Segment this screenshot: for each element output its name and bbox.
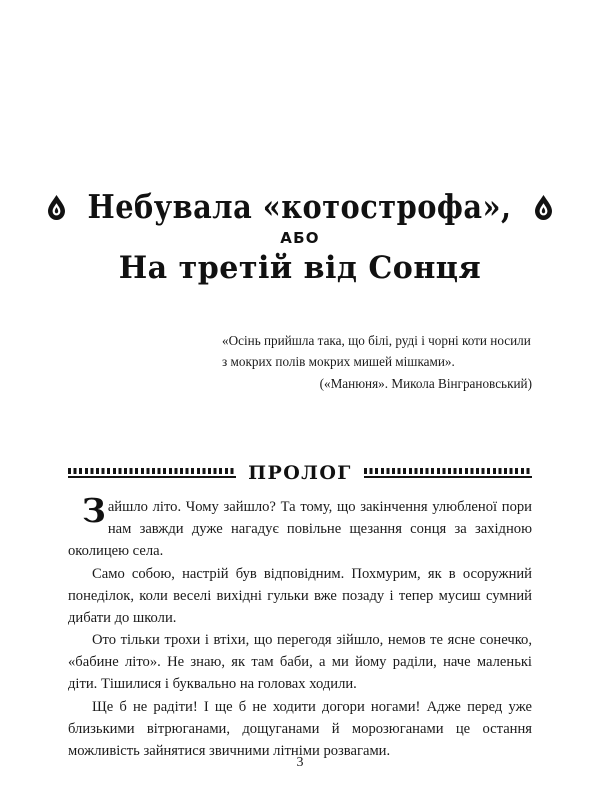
drop-cap: З xyxy=(82,491,106,530)
chapter-title-primary-line xyxy=(0,187,600,226)
paragraph-1 xyxy=(68,491,532,563)
page-number: 3 xyxy=(296,755,304,770)
paragraph-2: Само собою, настрій був відповідним. Похмурим, як в осоружний понеділок, коли веселі вихідні гульки вже позаду і тепер мусиш сумний дибати до школи. xyxy=(68,565,532,626)
chapter-title-connector: АБО xyxy=(280,228,320,247)
paragraph-3: Ото тільки трохи і втіхи, що перегодя зійшло, немов те ясне сонечко, «бабине літо». Не знаю, як там баби, а ми йому раділи, наче маленькі діти. Тішилися і буквально на головах ходили. xyxy=(68,632,532,693)
paragraph-1-text: айшло літо. Чому зайшло? Та тому, що закінчення улюбленої пори нам завжди дуже нагадує повільне щезання сонця за західною околицею села. xyxy=(68,499,532,560)
epigraph-line-1: «Осінь прийшла така, що білі, руді і чорні коти xyxy=(222,333,487,348)
epigraph-source: («Манюня». Микола Вінграновський) xyxy=(319,375,532,391)
bead-row-left xyxy=(68,468,236,474)
chapter-title-secondary: На третій від Сонця xyxy=(118,249,482,286)
rule-underline-left xyxy=(68,476,236,478)
chapter-title-block xyxy=(0,187,600,286)
teardrop-ornament-icon xyxy=(46,194,67,221)
prologue-heading xyxy=(68,462,532,484)
bead-row-right xyxy=(364,468,532,474)
teardrop-ornament-icon-right xyxy=(533,194,554,221)
body-text xyxy=(68,491,532,762)
ornamental-rule-left xyxy=(68,468,236,479)
prologue-heading-label: ПРОЛОГ xyxy=(248,462,352,484)
rule-underline-right xyxy=(364,476,532,478)
ornamental-rule-right xyxy=(364,468,532,479)
paragraph-4: Ще б не радіти! І ще б не ходити догори ногами! Адже перед уже близькими вітрюганами, дощуганами й морозюганами це остання можливість зайнятися звичними літніми розвагами. xyxy=(68,698,532,759)
epigraph-line-2: носили з мокрих полів мокрих мишей мішками». xyxy=(222,333,531,370)
epigraph xyxy=(222,330,532,394)
chapter-title-main: Небувала «котострофа», xyxy=(88,187,512,226)
